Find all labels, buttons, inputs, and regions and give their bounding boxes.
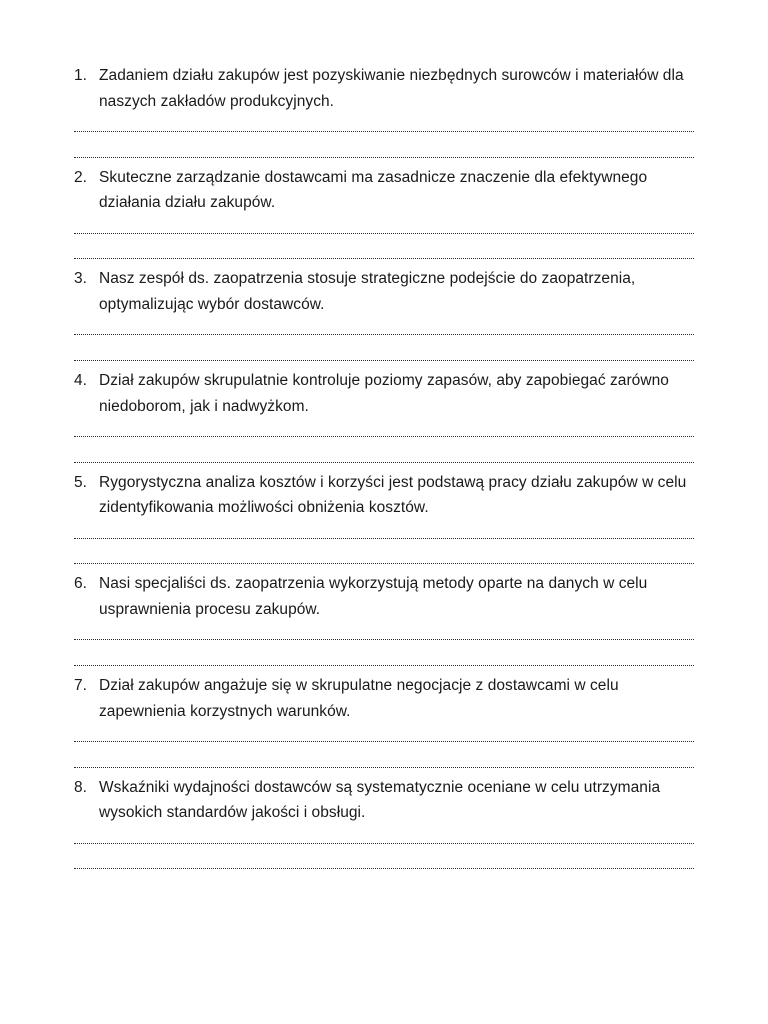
exercise-number: 4. [74,372,88,390]
answer-line[interactable] [74,335,694,361]
exercise-text: Zadaniem działu zakupów jest pozyskiwanie niezbędnych surowców i materiałów dla naszych zakładów produkcyjnych. [99,67,684,110]
exercise-number: 2. [74,168,88,186]
exercise-text: Dział zakupów skrupulatnie kontroluje poziomy zapasów, aby zapobiegać zarówno niedoborom, jak i nadwyżkom. [99,372,669,415]
answer-line[interactable] [74,437,694,463]
exercise-item-5 [74,470,694,572]
answer-line[interactable] [74,622,694,640]
exercise-number: 8. [74,778,88,796]
exercise-text: Skuteczne zarządzanie dostawcami ma zasadnicze znaczenie dla efektywnego działania działu zakupów. [99,168,648,212]
answer-line[interactable] [74,742,694,768]
answer-line[interactable] [74,114,694,132]
exercise-sentence [74,165,694,216]
answer-line[interactable] [74,826,694,844]
exercise-number: 6. [74,575,88,593]
exercise-item-7 [74,673,694,775]
worksheet [74,63,694,877]
exercise-number: 5. [74,473,88,491]
exercise-number: 1. [74,67,88,84]
exercise-number: 7. [74,677,88,695]
exercise-text: Rygorystyczna analiza kosztów i korzyści jest podstawą pracy działu zakupów w celu zidentyfikowania możliwości obniżenia kosztów. [99,473,687,517]
answer-line[interactable] [74,521,694,539]
exercise-item-8 [74,775,694,877]
answer-line[interactable] [74,724,694,742]
answer-line[interactable] [74,640,694,666]
exercise-sentence [74,673,694,724]
answer-line[interactable] [74,317,694,335]
answer-line[interactable] [74,132,694,158]
exercise-item-1 [74,63,694,165]
exercise-item-6 [74,571,694,673]
answer-line[interactable] [74,216,694,234]
exercise-sentence [74,775,694,826]
answer-line[interactable] [74,539,694,565]
exercise-number: 3. [74,270,88,288]
answer-line[interactable] [74,419,694,437]
exercise-sentence [74,63,694,114]
answer-line[interactable] [74,234,694,260]
exercise-item-3 [74,266,694,368]
exercise-item-2 [74,165,694,267]
exercise-sentence [74,368,694,419]
exercise-sentence [74,266,694,317]
exercise-sentence [74,571,694,622]
exercise-text: Dział zakupów angażuje się w skrupulatne negocjacje z dostawcami w celu zapewnienia korzystnych warunków. [99,677,619,720]
exercise-text: Wskaźniki wydajności dostawców są systematycznie oceniane w celu utrzymania wysokich standardów jakości i obsługi. [99,778,661,822]
exercise-text: Nasz zespół ds. zaopatrzenia stosuje strategiczne podejście do zaopatrzenia, optymalizując wybór dostawców. [99,270,636,313]
exercise-sentence [74,470,694,521]
exercise-item-4 [74,368,694,470]
exercise-text: Nasi specjaliści ds. zaopatrzenia wykorzystują metody oparte na danych w celu usprawnienia procesu zakupów. [99,575,648,618]
answer-line[interactable] [74,844,694,870]
